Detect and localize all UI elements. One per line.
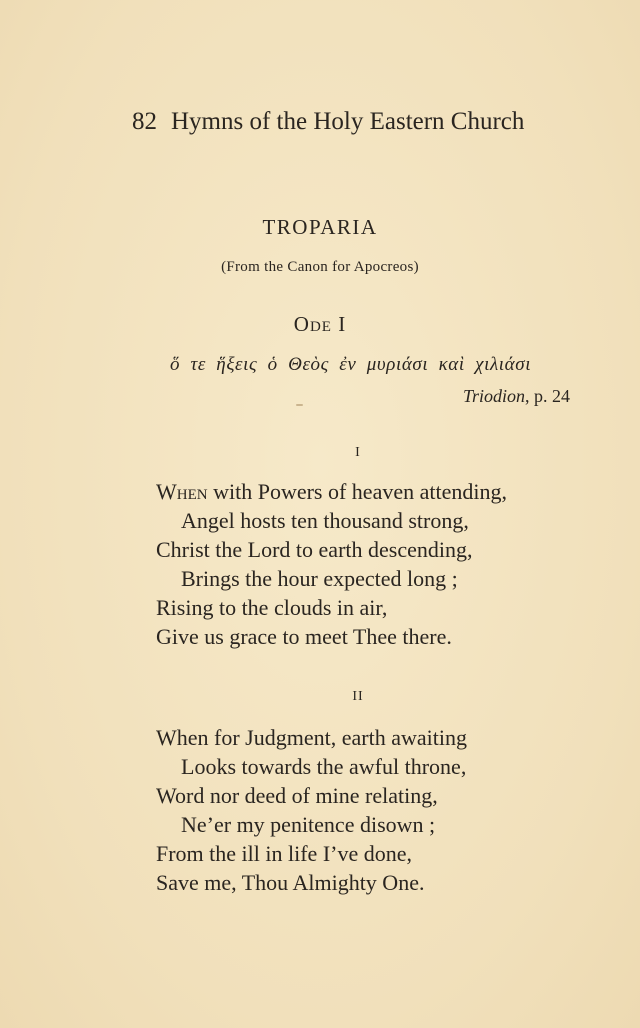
stanza-line: Angel hosts ten thousand strong, bbox=[181, 508, 469, 533]
stanza-line: From the ill in life I’ve done, bbox=[156, 841, 412, 866]
stanza-line: Christ the Lord to earth descending, bbox=[156, 537, 473, 562]
stanza-number: II bbox=[352, 689, 364, 704]
running-head bbox=[132, 108, 572, 136]
page-number: 82 bbox=[132, 108, 157, 135]
stanza-line: When for Judgment, earth awaiting bbox=[156, 725, 467, 750]
stanza-line: Ne’er my penitence disown ; bbox=[181, 812, 436, 837]
ode-numeral: I bbox=[338, 312, 347, 336]
stanza bbox=[156, 477, 596, 651]
stanza bbox=[156, 723, 596, 897]
stanza-line: Save me, Thou Almighty One. bbox=[156, 870, 425, 895]
stanza-line: Give us grace to meet Thee there. bbox=[156, 624, 452, 649]
citation-title: Triodion bbox=[462, 386, 525, 406]
ode-word: Ode bbox=[293, 312, 332, 336]
citation-page: , p. 24 bbox=[525, 386, 570, 406]
stanza-line: Rising to the clouds in air, bbox=[156, 595, 388, 620]
running-title: Hymns of the Holy Eastern Church bbox=[171, 108, 525, 135]
stanza-line: Word nor deed of mine relating, bbox=[156, 783, 438, 808]
hymn-title: TROPARIA bbox=[262, 215, 378, 239]
paper-mark bbox=[296, 404, 303, 406]
stanza-line: Looks towards the awful throne, bbox=[181, 754, 467, 779]
ode-heading bbox=[0, 312, 640, 337]
stanza-number: I bbox=[355, 445, 361, 460]
stanza-first-line-rest: with Powers of heaven attending, bbox=[207, 479, 507, 504]
stanza-first-word: When bbox=[156, 479, 208, 504]
stanza-line: Brings the hour expected long ; bbox=[181, 566, 458, 591]
epigraph-citation bbox=[300, 386, 570, 407]
greek-epigraph: ὅ τε ἥξεις ὁ Θεὸς ἐν μυριάσι καὶ χιλιάσι bbox=[170, 354, 532, 375]
hymn-subtitle: (From the Canon for Apocreos) bbox=[221, 259, 419, 275]
stanza-line bbox=[156, 477, 596, 506]
